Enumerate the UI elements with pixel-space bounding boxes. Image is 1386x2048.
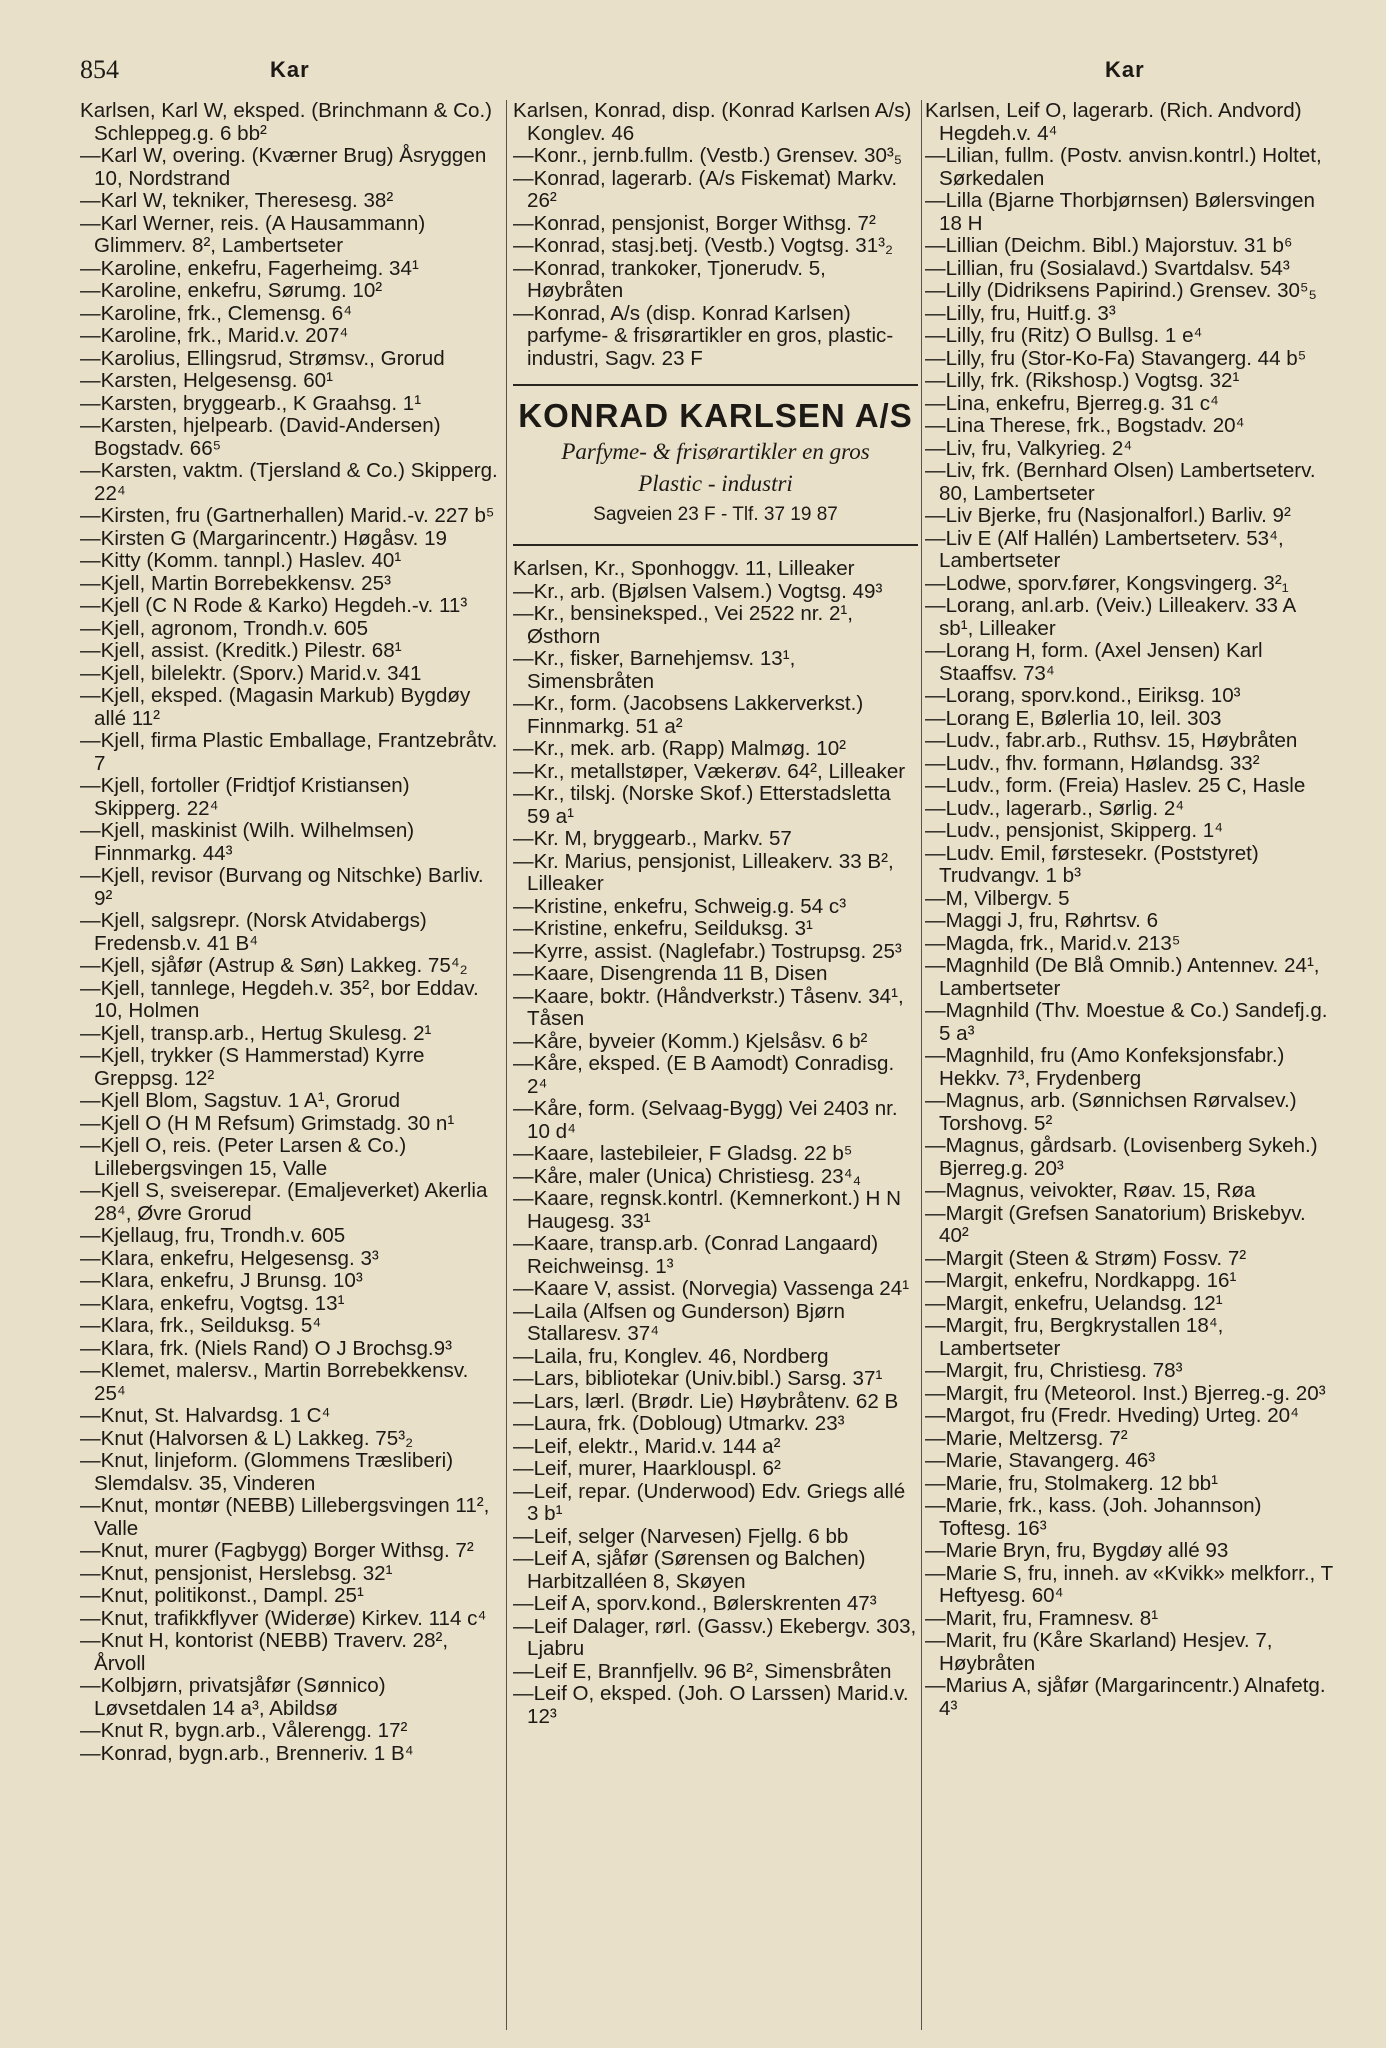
directory-entry: —Lina, enkefru, Bjerreg.g. 31 c⁴ <box>925 391 1219 415</box>
directory-entry: —Kjell, bilelektr. (Sporv.) Marid.v. 341 <box>80 661 422 685</box>
directory-entry: —Kaare, regnsk.kontrl. (Kemnerkont.) H N Haugesg. 33¹ <box>513 1187 901 1233</box>
directory-entry: —Magda, frk., Marid.v. 213⁵ <box>925 931 1181 955</box>
directory-entry: —Kyrre, assist. (Naglefabr.) Tostrupsg. 25³ <box>513 939 902 963</box>
directory-entry: —Magnus, gårdsarb. (Lovisenberg Sykeh.) Bjerreg.g. 20³ <box>925 1134 1318 1180</box>
directory-entry: —Margot, fru (Fredr. Hveding) Urteg. 20⁴ <box>925 1404 1299 1427</box>
directory-column-3 <box>925 100 1333 1720</box>
directory-entry: —Klara, frk., Seilduksg. 5⁴ <box>80 1314 322 1337</box>
directory-entry: —Liv E (Alf Hallén) Lambertseterv. 53⁴, Lambertseter <box>925 526 1284 572</box>
directory-entry: —Knut, trafikkflyver (Widerøe) Kirkev. 114 c⁴ <box>80 1606 487 1630</box>
directory-entry: —Liv, frk. (Bernhard Olsen) Lambertseterv. 80, Lambertseter <box>925 459 1316 505</box>
directory-entry: —Kjell, firma Plastic Emballage, Frantzebråtv. 7 <box>80 729 498 775</box>
directory-entry: —Ludv., fhv. formann, Hølandsg. 33² <box>925 751 1260 775</box>
directory-entry: —Konrad, stasj.betj. (Vestb.) Vogtsg. 31³₂ <box>513 234 894 257</box>
directory-entry: —Laila (Alfsen og Gunderson) Bjørn Stallaresv. 37⁴ <box>513 1299 845 1345</box>
directory-entry: —Klara, frk. (Niels Rand) O J Brochsg.9³ <box>80 1336 452 1360</box>
page-header <box>80 55 1310 95</box>
directory-entry: —Konrad, lagerarb. (A/s Fiskemat) Markv. 26² <box>513 166 898 212</box>
directory-entry: —Karoline, frk., Clemensg. 6⁴ <box>80 301 353 325</box>
directory-entry: —Kr., metallstøper, Vækerøv. 64², Lilleaker <box>513 759 906 783</box>
directory-entry: —Konr., jernb.fullm. (Vestb.) Grensev. 30³₅ <box>513 144 903 167</box>
directory-entry: —Kjell, salgsrepr. (Norsk Atvidabergs) Fredensb.v. 41 B⁴ <box>80 909 427 955</box>
directory-entry: —Karolius, Ellingsrud, Strømsv., Grorud <box>80 346 445 370</box>
ad-contact-line: Sagveien 23 F - Tlf. 37 19 87 <box>593 504 838 525</box>
directory-entry: —Marit, fru (Kåre Skarland) Hesjev. 7, Høybråten <box>925 1629 1273 1675</box>
directory-entry: —Kjell Blom, Sagstuv. 1 A¹, Grorud <box>80 1089 401 1112</box>
directory-entry: —Marie, fru, Stolmakerg. 12 bb¹ <box>925 1471 1218 1495</box>
directory-entry: —Ludv., lagerarb., Sørlig. 2⁴ <box>925 796 1185 820</box>
directory-entry: —Marit, fru, Framnesv. 8¹ <box>925 1606 1159 1630</box>
advertisement-box <box>513 384 918 546</box>
directory-entry: —Kaare, boktr. (Håndverkstr.) Tåsenv. 34¹, Tåsen <box>513 984 904 1030</box>
directory-entry: —Kjell, sjåfør (Astrup & Søn) Lakkeg. 75⁴₂ <box>80 954 468 977</box>
directory-entry: —Kåre, form. (Selvaag-Bygg) Vei 2403 nr. 10 d⁴ <box>513 1097 898 1143</box>
directory-entry: —Kr., arb. (Bjølsen Valsem.) Vogtsg. 49³ <box>513 579 883 603</box>
ad-products-line: Parfyme- & frisørartikler en gros <box>561 439 870 464</box>
directory-entry: —Kolbjørn, privatsjåfør (Sønnico) Løvsetdalen 14 a³, Abildsø <box>80 1674 386 1720</box>
directory-entry: —Laura, frk. (Dobloug) Utmarkv. 23³ <box>513 1412 845 1435</box>
directory-entry: —Kaare, Disengrenda 11 B, Disen <box>513 962 828 985</box>
directory-entry: Karlsen, Leif O, lagerarb. (Rich. Andvord) Hegdeh.v. 4⁴ <box>925 99 1302 145</box>
directory-entry: —Kaare, lastebileier, F Gladsg. 22 b⁵ <box>513 1142 853 1165</box>
directory-entry: —Lorang E, Bølerlia 10, leil. 303 <box>925 706 1222 730</box>
directory-entry: —Lodwe, sporv.fører, Kongsvingerg. 3²₁ <box>925 571 1289 595</box>
directory-entry: —Margit, enkefru, Nordkappg. 16¹ <box>925 1269 1237 1292</box>
directory-entry: —Karl Werner, reis. (A Hausammann) Glimmerv. 8², Lambertseter <box>80 211 426 257</box>
directory-entry: —Kr., tilskj. (Norske Skof.) Etterstadsletta 59 a¹ <box>513 782 891 828</box>
directory-entry: —Lilly, fru (Stor-Ko-Fa) Stavangerg. 44 b⁵ <box>925 346 1307 370</box>
directory-entry: —Kjell, eksped. (Magasin Markub) Bygdøy allé 11² <box>80 684 471 730</box>
directory-entry: —Kr., form. (Jacobsens Lakkerverkst.) Finnmarkg. 51 a² <box>513 692 864 738</box>
directory-entry: —Kjell O, reis. (Peter Larsen & Co.) Lillebergsvingen 15, Valle <box>80 1134 407 1180</box>
directory-entry: —Lilly, frk. (Rikshosp.) Vogtsg. 32¹ <box>925 369 1240 392</box>
directory-entry: —Leif A, sjåfør (Sørensen og Balchen) Harbitzalléen 8, Skøyen <box>513 1547 866 1593</box>
directory-entry: —Kaare V, assist. (Norvegia) Vassenga 24¹ <box>513 1277 910 1300</box>
directory-entry: —Lilly, fru, Huitf.g. 3³ <box>925 301 1116 325</box>
directory-entry: —Knut, linjeform. (Glommens Træsliberi) Slemdalsv. 35, Vinderen <box>80 1449 454 1495</box>
directory-entry: —Knut, politikonst., Dampl. 25¹ <box>80 1584 364 1607</box>
directory-entry: —Karoline, enkefru, Fagerheimg. 34¹ <box>80 256 419 280</box>
directory-entry: —Marie, frk., kass. (Joh. Johannson) Toftesg. 16³ <box>925 1494 1262 1540</box>
directory-entry: —Leif, elektr., Marid.v. 144 a² <box>513 1434 781 1458</box>
directory-entry: —Lorang, sporv.kond., Eiriksg. 10³ <box>925 684 1241 707</box>
directory-entry: —Lars, lærl. (Brødr. Lie) Høybråtenv. 62 B <box>513 1389 899 1413</box>
running-head-left: Kar <box>270 57 310 82</box>
directory-entry: Karlsen, Kr., Sponhoggv. 11, Lilleaker <box>513 557 855 580</box>
directory-entry: —Klara, enkefru, Helgesensg. 3³ <box>80 1246 379 1270</box>
directory-entry: —Karsten, vaktm. (Tjersland & Co.) Skipperg. 22⁴ <box>80 459 498 505</box>
directory-entry: —Lorang, anl.arb. (Veiv.) Lilleakerv. 33 A sb¹, Lilleaker <box>925 594 1296 640</box>
directory-entry: —Marie, Meltzersg. 7² <box>925 1426 1128 1450</box>
directory-entry: —Ludv., pensjonist, Skipperg. 1⁴ <box>925 819 1224 842</box>
directory-entry: —Liv Bjerke, fru (Nasjonalforl.) Barliv. 9² <box>925 504 1291 527</box>
directory-entry: —Lina Therese, frk., Bogstadv. 20⁴ <box>925 414 1245 437</box>
directory-entry: —Karl W, tekniker, Theresesg. 38² <box>80 189 394 212</box>
directory-entry: —Leif, selger (Narvesen) Fjellg. 6 bb <box>513 1524 849 1548</box>
directory-entry: —Karsten, hjelpearb. (David-Andersen) Bogstadv. 66⁵ <box>80 414 441 460</box>
directory-entry: —Klemet, malersv., Martin Borrebekkensv. 25⁴ <box>80 1359 469 1405</box>
page-number: 854 <box>80 55 119 84</box>
directory-entry: —Kr., fisker, Barnehjemsv. 13¹, Simensbråten <box>513 647 796 693</box>
directory-column-2 <box>513 100 918 1728</box>
directory-entry: —Karsten, Helgesensg. 60¹ <box>80 369 333 392</box>
directory-entry: —Knut (Halvorsen & L) Lakkeg. 75³₂ <box>80 1426 414 1450</box>
column-2-entries-bottom <box>513 558 918 1728</box>
directory-entry: —Marie, Stavangerg. 46³ <box>925 1449 1156 1472</box>
directory-entry: —Knut, murer (Fagbygg) Borger Withsg. 7² <box>80 1539 474 1562</box>
directory-entry: —Lilian, fullm. (Postv. anvisn.kontrl.) Holtet, Sørkedalen <box>925 144 1322 190</box>
directory-entry: —Lilly (Didriksens Papirind.) Grensev. 30⁵₅ <box>925 279 1317 302</box>
directory-entry: —Margit, fru, Christiesg. 78³ <box>925 1359 1183 1382</box>
directory-entry: —Leif A, sporv.kond., Bølerskrenten 47³ <box>513 1592 877 1615</box>
directory-entry: —Kjell, maskinist (Wilh. Wilhelmsen) Finnmarkg. 44³ <box>80 819 415 865</box>
directory-entry: —Knut H, kontorist (NEBB) Traverv. 28², Årvoll <box>80 1629 449 1675</box>
directory-entry: —Kitty (Komm. tannpl.) Haslev. 40¹ <box>80 549 402 572</box>
directory-entry: —Klara, enkefru, Vogtsg. 13¹ <box>80 1291 345 1315</box>
directory-entry: —Kjellaug, fru, Trondh.v. 605 <box>80 1224 346 1247</box>
directory-entry: —Lilly, fru (Ritz) O Bullsg. 1 e⁴ <box>925 324 1203 347</box>
directory-entry: —Kjell, Martin Borrebekkensv. 25³ <box>80 571 391 595</box>
directory-entry: —Kåre, eksped. (E B Aamodt) Conradisg. 2⁴ <box>513 1052 895 1098</box>
directory-entry: —Lars, bibliotekar (Univ.bibl.) Sarsg. 37¹ <box>513 1367 883 1390</box>
directory-entry: —Konrad, A/s (disp. Konrad Karlsen) parfyme- & frisørartikler en gros, plastic-industri, Sagv. 23 F <box>513 301 894 370</box>
directory-entry: —Leif, repar. (Underwood) Edv. Griegs allé 3 b¹ <box>513 1479 906 1525</box>
directory-entry: —Margit, fru, Bergkrystallen 18⁴, Lambertseter <box>925 1314 1224 1360</box>
column-divider-left <box>506 100 507 2030</box>
directory-entry: —Margit, enkefru, Uelandsg. 12¹ <box>925 1291 1223 1315</box>
directory-entry: —Karl W, overing. (Kværner Brug) Åsryggen 10, Nordstrand <box>80 144 487 190</box>
directory-entry: —Marie S, fru, inneh. av «Kvikk» melkforr., T Heftyesg. 60⁴ <box>925 1561 1333 1607</box>
directory-entry: —Maggi J, fru, Røhrtsv. 6 <box>925 909 1159 932</box>
directory-entry: —Kaare, transp.arb. (Conrad Langaard) Reichweinsg. 1³ <box>513 1232 879 1278</box>
column-2-entries-top <box>513 100 918 370</box>
directory-column-1 <box>80 100 500 1765</box>
directory-entry: —Kirsten G (Margarincentr.) Høgåsv. 19 <box>80 526 447 550</box>
directory-entry: —Kjell, fortoller (Fridtjof Kristiansen) Skipperg. 22⁴ <box>80 774 410 820</box>
directory-entry: —Klara, enkefru, J Brunsg. 10³ <box>80 1269 363 1292</box>
directory-entry: —Margit (Steen & Strøm) Fossv. 7² <box>925 1246 1247 1270</box>
directory-entry: —Kåre, byveier (Komm.) Kjelsåsv. 6 b² <box>513 1029 868 1053</box>
directory-entry: —Margit, fru (Meteorol. Inst.) Bjerreg.-g. 20³ <box>925 1381 1326 1405</box>
directory-entry: —Karsten, bryggearb., K Graahsg. 1¹ <box>80 391 422 415</box>
directory-entry: —Magnus, veivokter, Røav. 15, Røa <box>925 1179 1256 1202</box>
directory-entry: —Laila, fru, Konglev. 46, Nordberg <box>513 1344 829 1368</box>
directory-entry: —Lillian (Deichm. Bibl.) Majorstuv. 31 b⁶ <box>925 234 1293 257</box>
directory-entry: —Leif, murer, Haarklouspl. 6² <box>513 1457 781 1480</box>
column-divider-right <box>921 100 922 2030</box>
directory-entry: —Kjell, agronom, Trondh.v. 605 <box>80 616 369 640</box>
directory-entry: Karlsen, Konrad, disp. (Konrad Karlsen A/s) Konglev. 46 <box>513 99 912 145</box>
directory-entry: —Kjell (C N Rode & Karko) Hegdeh.-v. 11³ <box>80 594 468 617</box>
directory-entry: —Ludv., fabr.arb., Ruthsv. 15, Høybråten <box>925 729 1298 752</box>
directory-entry: —Knut, St. Halvardsg. 1 C⁴ <box>80 1404 331 1427</box>
directory-entry: —Kristine, enkefru, Seilduksg. 3¹ <box>513 917 813 940</box>
directory-entry: —Knut, pensjonist, Herslebsg. 32¹ <box>80 1561 393 1585</box>
directory-entry: —Kjell, trykker (S Hammerstad) Kyrre Greppsg. 12² <box>80 1044 425 1090</box>
directory-entry: —Ludv., form. (Freia) Haslev. 25 C, Hasle <box>925 774 1306 797</box>
directory-entry: —Kjell O (H M Refsum) Grimstadg. 30 n¹ <box>80 1111 455 1135</box>
directory-entry: —Karoline, enkefru, Sørumg. 10² <box>80 279 383 302</box>
directory-entry: —Marius A, sjåfør (Margarincentr.) Alnafetg. 4³ <box>925 1674 1326 1720</box>
directory-entry: —Kåre, maler (Unica) Christiesg. 23⁴₄ <box>513 1164 862 1188</box>
directory-entry: —Kjell, transp.arb., Hertug Skulesg. 2¹ <box>80 1021 432 1045</box>
directory-entry: —Kjell, assist. (Kreditk.) Pilestr. 68¹ <box>80 639 402 662</box>
directory-entry: —Margit (Grefsen Sanatorium) Briskebyv. 40² <box>925 1201 1306 1247</box>
directory-entry: —Kjell S, sveiserepar. (Emaljeverket) Akerlia 28⁴, Øvre Grorud <box>80 1179 488 1225</box>
directory-entry: —Konrad, trankoker, Tjonerudv. 5, Høybråten <box>513 256 826 302</box>
directory-entry: —Lillian, fru (Sosialavd.) Svartdalsv. 54³ <box>925 256 1290 280</box>
directory-entry: —Lilla (Bjarne Thorbjørnsen) Bølersvingen 18 H <box>925 189 1315 235</box>
directory-entry: —Karoline, frk., Marid.v. 207⁴ <box>80 324 349 347</box>
directory-entry: —Kr., mek. arb. (Rapp) Malmøg. 10² <box>513 737 847 760</box>
directory-entry: —Knut, montør (NEBB) Lillebergsvingen 11², Valle <box>80 1494 490 1540</box>
directory-entry: —Kirsten, fru (Gartnerhallen) Marid.-v. 227 b⁵ <box>80 504 495 527</box>
directory-entry: —Kr., bensineksped., Vei 2522 nr. 2¹, Østhorn <box>513 602 854 648</box>
directory-entry: —Leif O, eksped. (Joh. O Larssen) Marid.v. 12³ <box>513 1682 909 1728</box>
directory-entry: —Lorang H, form. (Axel Jensen) Karl Staaffsv. 73⁴ <box>925 639 1263 685</box>
directory-entry: —Knut R, bygn.arb., Vålerengg. 17² <box>80 1719 408 1742</box>
directory-entry: —Marie Bryn, fru, Bygdøy allé 93 <box>925 1539 1229 1562</box>
ad-industry-line: Plastic - industri <box>638 471 793 496</box>
ad-company-name: KONRAD KARLSEN A/S <box>518 397 913 434</box>
directory-entry: Karlsen, Karl W, eksped. (Brinchmann & Co.) Schleppeg.g. 6 bb² <box>80 99 493 145</box>
directory-entry: —Kjell, tannlege, Hegdeh.v. 35², bor Eddav. 10, Holmen <box>80 976 479 1022</box>
directory-entry: —Magnhild (Thv. Moestue & Co.) Sandefj.g. 5 a³ <box>925 999 1328 1045</box>
directory-entry: —Konrad, pensjonist, Borger Withsg. 7² <box>513 211 876 235</box>
directory-entry: —Kr. Marius, pensjonist, Lilleakerv. 33 B², Lilleaker <box>513 849 894 895</box>
directory-entry: —Ludv. Emil, førstesekr. (Poststyret) Trudvangv. 1 b³ <box>925 841 1259 887</box>
running-head-right: Kar <box>1105 57 1145 82</box>
directory-entry: —M, Vilbergv. 5 <box>925 886 1070 910</box>
directory-entry: —Konrad, bygn.arb., Brenneriv. 1 B⁴ <box>80 1741 414 1765</box>
directory-entry: —Kristine, enkefru, Schweig.g. 54 c³ <box>513 894 847 918</box>
directory-entry: —Magnhild, fru (Amo Konfeksjonsfabr.) Hekkv. 7³, Frydenberg <box>925 1044 1285 1090</box>
directory-entry: —Liv, fru, Valkyrieg. 2⁴ <box>925 436 1133 460</box>
directory-entry: —Leif Dalager, rørl. (Gassv.) Ekebergv. 303, Ljabru <box>513 1614 917 1660</box>
directory-entry: —Magnhild (De Blå Omnib.) Antennev. 24¹, Lambertseter <box>925 954 1320 1000</box>
directory-entry: —Kjell, revisor (Burvang og Nitschke) Barliv. 9² <box>80 864 484 910</box>
directory-entry: —Magnus, arb. (Sønnichsen Rørvalsev.) Torshovg. 5² <box>925 1089 1297 1135</box>
directory-entry: —Kr. M, bryggearb., Markv. 57 <box>513 827 792 850</box>
directory-entry: —Leif E, Brannfjellv. 96 B², Simensbråten <box>513 1659 892 1683</box>
